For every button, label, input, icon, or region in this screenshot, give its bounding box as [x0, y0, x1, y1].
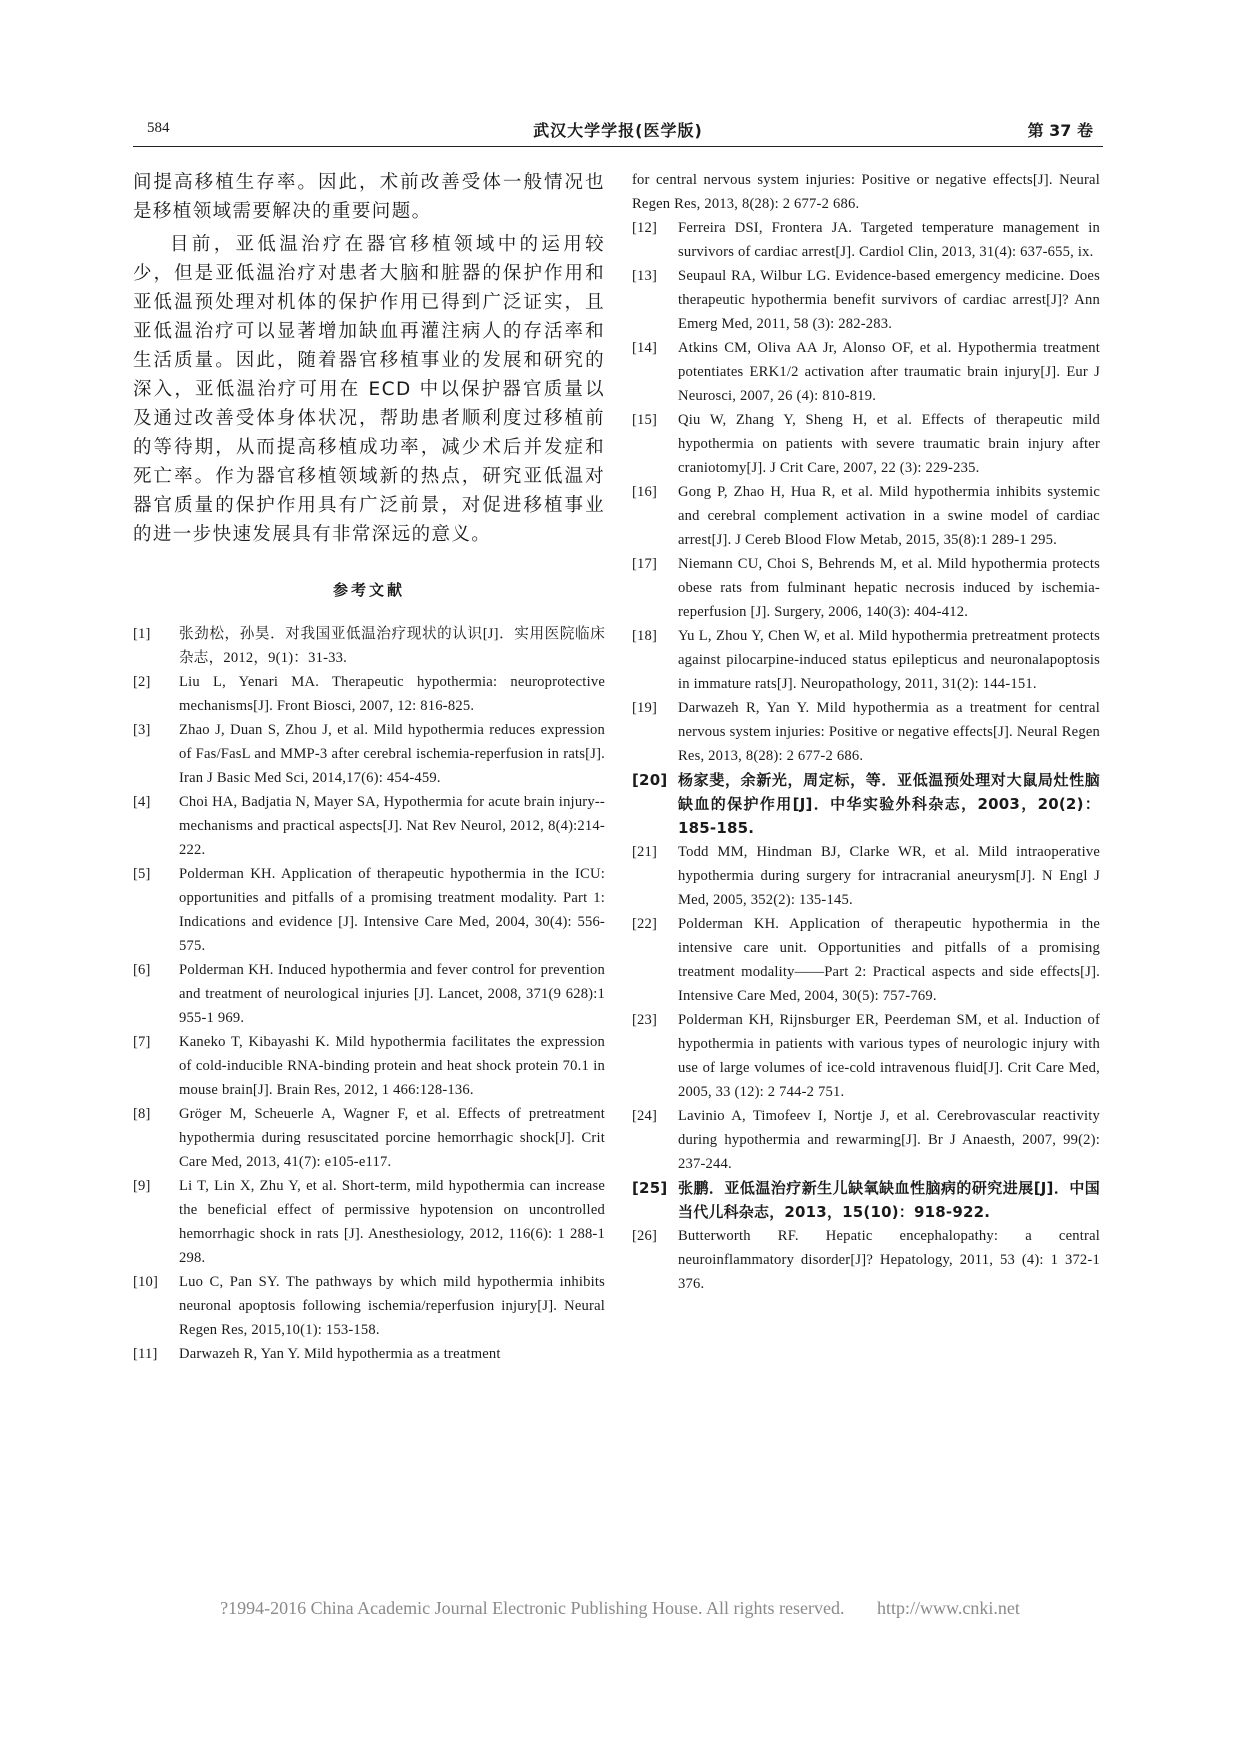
reference-item: [632, 840, 1100, 912]
body-paragraph: 目前，亚低温治疗在器官移植领域中的运用较少，但是亚低温治疗对患者大脑和脏器的保护作用和亚低温预处理对机体的保护作用已得到广泛证实，且亚低温治疗可以显著增加缺血再灌注病人的存活率和生活质量。因此，随着器官移植事业的发展和研究的深入，亚低温治疗可用在 ECD 中以保护器官质量以及通过改善受体身体状况，帮助患者顺利度过移植前的等待期，从而提高移植成功率，减少术后并发症和死亡率。作为器官移植领域新的热点，研究亚低温对器官质量的保护作用具有广泛前景，对促进移植事业的进一步快速发展具有非常深远的意义。: [133, 234, 605, 545]
references-heading: 参考文献: [332, 581, 405, 599]
reference-text: Seupaul RA, Wilbur LG. Evidence-based emergency medicine. Does therapeutic hypothermia benefit survivors of cardiac arrest[J]? Ann Emerg Med, 2011, 58 (3): 282-283.: [678, 268, 1100, 332]
reference-text: 杨家斐，余新光，周定标，等．亚低温预处理对大鼠局灶性脑缺血的保护作用[J]．中华实验外科杂志，2003，20(2)：185-185.: [678, 771, 1100, 837]
reference-number: [17]: [632, 556, 658, 572]
reference-text: Todd MM, Hindman BJ, Clarke WR, et al. Mild intraoperative hypothermia during surgery for intracranial aneurysm[J]. N Engl J Med, 2005, 352(2): 135-145.: [678, 844, 1100, 908]
reference-text: Darwazeh R, Yan Y. Mild hypothermia as a treatment: [179, 1346, 501, 1362]
reference-item: [133, 670, 605, 718]
reference-item: [632, 624, 1100, 696]
reference-text: Gong P, Zhao H, Hua R, et al. Mild hypothermia inhibits systemic and cerebral complement activation in a swine model of cardiac arrest[J]. J Cereb Blood Flow Metab, 2015, 35(8):1 289-1 295.: [678, 484, 1100, 548]
reference-number: [8]: [133, 1106, 151, 1122]
reference-item: [133, 718, 605, 790]
reference-list-left: [133, 622, 605, 1366]
reference-item: [632, 696, 1100, 768]
reference-number: [4]: [133, 794, 151, 810]
page-footer: [0, 1598, 1240, 1619]
reference-number: [5]: [133, 866, 151, 882]
reference-text: 张鹏．亚低温治疗新生儿缺氧缺血性脑病的研究进展[J]．中国当代儿科杂志，2013，15(10)：918-922.: [678, 1179, 1100, 1221]
reference-number: [23]: [632, 1012, 658, 1028]
reference-item: [632, 1176, 1100, 1224]
reference-text: Lavinio A, Timofeev I, Nortje J, et al. Cerebrovascular reactivity during hypothermia and rewarming[J]. Br J Anaesth, 2007, 99(2): 237-244.: [678, 1108, 1100, 1172]
page-header: [133, 118, 1103, 147]
reference-text: Choi HA, Badjatia N, Mayer SA, Hypothermia for acute brain injury--mechanisms and practical aspects[J]. Nat Rev Neurol, 2012, 8(4):214-222.: [179, 794, 605, 858]
reference-number: [25]: [632, 1179, 668, 1197]
reference-item: [632, 912, 1100, 1008]
reference-number: [24]: [632, 1108, 658, 1124]
reference-text: Zhao J, Duan S, Zhou J, et al. Mild hypothermia reduces expression of Fas/FasL and MMP-3 after cerebral ischemia-reperfusion in rats[J]. Iran J Basic Med Sci, 2014,17(6): 454-459.: [179, 722, 605, 786]
reference-text: Polderman KH. Application of therapeutic hypothermia in the ICU: opportunities and pitfalls of a promising treatment modality. Part 1: Indications and evidence [J]. Intensive Care Med, 2004, 30(4): 556-575.: [179, 866, 605, 954]
reference-item: [133, 862, 605, 958]
reference-item: [632, 480, 1100, 552]
reference-item: [632, 264, 1100, 336]
reference-item: [632, 216, 1100, 264]
reference-text: Polderman KH. Induced hypothermia and fever control for prevention and treatment of neurological injuries [J]. Lancet, 2008, 371(9 628):1 955-1 969.: [179, 962, 605, 1026]
reference-item: [133, 790, 605, 862]
copyright-notice: ?1994-2016 China Academic Journal Electronic Publishing House. All rights reserved.: [220, 1598, 845, 1618]
reference-item: [133, 1102, 605, 1174]
reference-item: [133, 1270, 605, 1342]
reference-item: [632, 336, 1100, 408]
reference-text: Yu L, Zhou Y, Chen W, et al. Mild hypothermia pretreatment protects against pilocarpine-induced status epilepticus and neuronalapoptosis in immature rats[J]. Neuropathology, 2011, 31(2): 144-151.: [678, 628, 1100, 692]
reference-text: Polderman KH, Rijnsburger ER, Peerdeman SM, et al. Induction of hypothermia in patients with various types of neurologic injury with use of large volumes of ice-cold intravenous fluid[J]. Crit Care Med, 2005, 33 (12): 2 744-2 751.: [678, 1012, 1100, 1100]
reference-number: [11]: [133, 1346, 158, 1362]
footer-link[interactable]: http://www.cnki.net: [877, 1598, 1020, 1618]
reference-number: [20]: [632, 771, 668, 789]
right-column: [632, 168, 1100, 1296]
reference-number: [13]: [632, 268, 658, 284]
reference-number: [19]: [632, 700, 658, 716]
reference-number: [16]: [632, 484, 658, 500]
reference-text: Ferreira DSI, Frontera JA. Targeted temperature management in survivors of cardiac arrest[J]. Cardiol Clin, 2013, 31(4): 637-655, ix.: [678, 220, 1100, 260]
reference-item: [632, 1008, 1100, 1104]
reference-continuation: for central nervous system injuries: Positive or negative effects[J]. Neural Regen Res, 2013, 8(28): 2 677-2 686.: [632, 172, 1100, 212]
reference-text: Darwazeh R, Yan Y. Mild hypothermia as a treatment for central nervous system injuries: Positive or negative effects[J]. Neural Regen Res, 2013, 8(28): 2 677-2 686.: [678, 700, 1100, 764]
reference-number: [10]: [133, 1274, 159, 1290]
reference-number: [12]: [632, 220, 658, 236]
body-paragraph: 间提高移植生存率。因此，术前改善受体一般情况也是移植领域需要解决的重要问题。: [133, 172, 605, 222]
reference-text: Kaneko T, Kibayashi K. Mild hypothermia facilitates the expression of cold-inducible RNA-binding protein and heat shock protein 70.1 in mouse brain[J]. Brain Res, 2012, 1 466:128-136.: [179, 1034, 605, 1098]
reference-number: [1]: [133, 626, 151, 642]
reference-text: Liu L, Yenari MA. Therapeutic hypothermia: neuroprotective mechanisms[J]. Front Biosci, 2007, 12: 816-825.: [179, 674, 605, 714]
reference-number: [3]: [133, 722, 151, 738]
reference-text: Qiu W, Zhang Y, Sheng H, et al. Effects of therapeutic mild hypothermia on patients with severe traumatic brain injury after craniotomy[J]. J Crit Care, 2007, 22 (3): 229-235.: [678, 412, 1100, 476]
volume-label: 第 37 卷: [1027, 121, 1093, 140]
reference-number: [2]: [133, 674, 151, 690]
reference-item: [133, 1342, 605, 1366]
reference-text: Atkins CM, Oliva AA Jr, Alonso OF, et al. Hypothermia treatment potentiates ERK1/2 activation after traumatic brain injury[J]. Eur J Neurosci, 2007, 26 (4): 810-819.: [678, 340, 1100, 404]
reference-text: Polderman KH. Application of therapeutic hypothermia in the intensive care unit. Opportunities and pitfalls of a promising treatment modality——Part 2: Practical aspects and side effects[J]. Intensive Care Med, 2004, 30(5): 757-769.: [678, 916, 1100, 1004]
reference-item: [133, 622, 605, 670]
reference-number: [18]: [632, 628, 658, 644]
reference-text: Butterworth RF. Hepatic encephalopathy: a central neuroinflammatory disorder[J]? Hepatology, 2011, 53 (4): 1 372-1 376.: [678, 1228, 1100, 1292]
journal-title: 武汉大学学报(医学版): [533, 121, 703, 140]
reference-text: Li T, Lin X, Zhu Y, et al. Short-term, mild hypothermia can increase the beneficial effect of permissive hypotension on uncontrolled hemorrhagic shock in rats [J]. Anesthesiology, 2012, 116(6): 1 288-1 298.: [179, 1178, 605, 1266]
page-number: 584: [147, 120, 170, 136]
reference-number: [9]: [133, 1178, 151, 1194]
reference-number: [22]: [632, 916, 658, 932]
reference-item: [133, 1030, 605, 1102]
reference-list-right: [632, 216, 1100, 1296]
reference-number: [6]: [133, 962, 151, 978]
reference-item: [133, 958, 605, 1030]
reference-item: [632, 1104, 1100, 1176]
reference-item: [632, 1224, 1100, 1296]
reference-item: [133, 1174, 605, 1270]
reference-item: [632, 552, 1100, 624]
reference-text: 张劲松，孙昊．对我国亚低温治疗现状的认识[J]．实用医院临床杂志，2012，9(1)：31-33.: [179, 626, 605, 666]
reference-number: [26]: [632, 1228, 658, 1244]
reference-number: [7]: [133, 1034, 151, 1050]
reference-item: [632, 408, 1100, 480]
reference-text: Gröger M, Scheuerle A, Wagner F, et al. Effects of pretreatment hypothermia during resuscitated porcine hemorrhagic shock[J]. Crit Care Med, 2013, 41(7): e105-e117.: [179, 1106, 605, 1170]
reference-text: Luo C, Pan SY. The pathways by which mild hypothermia inhibits neuronal apoptosis following ischemia/reperfusion injury[J]. Neural Regen Res, 2015,10(1): 153-158.: [179, 1274, 605, 1338]
reference-number: [15]: [632, 412, 658, 428]
left-column: [133, 168, 605, 1366]
reference-number: [21]: [632, 844, 658, 860]
reference-text: Niemann CU, Choi S, Behrends M, et al. Mild hypothermia protects obese rats from fulminant hepatic necrosis induced by ischemia-reperfusion [J]. Surgery, 2006, 140(3): 404-412.: [678, 556, 1100, 620]
reference-item: [632, 768, 1100, 840]
reference-number: [14]: [632, 340, 658, 356]
